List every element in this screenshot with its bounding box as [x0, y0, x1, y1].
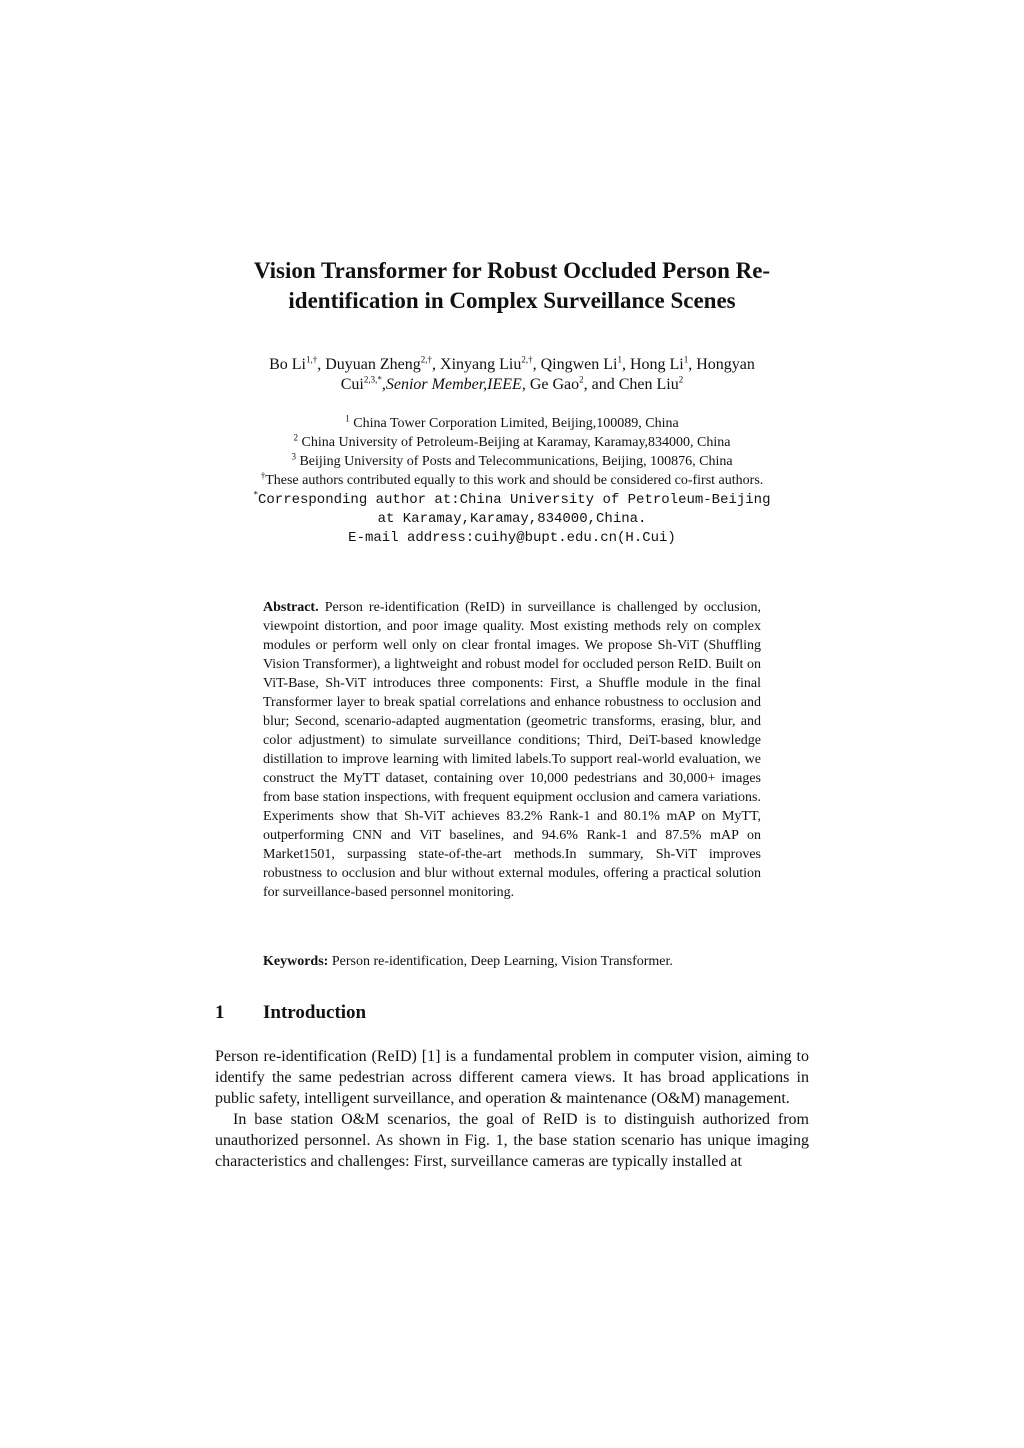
- author-name-split: Cui: [340, 376, 364, 393]
- affiliation-3: $^3$ Beijing University of Posts and Telecommunications, Beijing, 100876, China: [291, 451, 733, 469]
- author-name: Bo Li: [269, 356, 306, 373]
- author-name: Xinyang Liu: [440, 356, 522, 373]
- author-name: Chen Liu: [618, 376, 679, 393]
- equal-contribution-note: †These authors contributed equally to this work and should be considered co-first authors.: [260, 470, 764, 488]
- author-name-split: Hongyan: [696, 356, 755, 373]
- author-name: Ge Gao: [529, 376, 580, 393]
- author-affil-mark: 1,†: [305, 354, 318, 365]
- author-name: Hong Li: [629, 356, 684, 373]
- author-affil-mark: 1: [617, 354, 622, 365]
- corresponding-author-line-2: at Karamay,Karamay,834000,China.: [377, 511, 647, 527]
- authors-line-1: Bo $Li^{1,\dagger}$, Duyuan Zheng$^{2,\dagger}$, Xinyang Liu$^{2,\dagger}$, Qingwen Li$^1$, Hong Li$^1$, Hongyan: [269, 354, 755, 373]
- senior-member-note: Senior Member,IEEE: [385, 376, 522, 393]
- keywords: [263, 952, 761, 971]
- section-title: Introduction: [263, 1002, 367, 1023]
- corresponding-author-email: E-mail address:cuihy@bupt.edu.cn(H.Cui): [348, 530, 676, 546]
- author-affil-mark: 2,3,*: [363, 374, 382, 385]
- paper-title: [215, 256, 809, 316]
- title-line-2: identification in Complex Surveillance Scenes: [288, 288, 736, 313]
- author-affil-mark: 2,†: [521, 354, 533, 365]
- author-name: Duyuan Zheng: [325, 356, 421, 373]
- affiliation-1: $^1$ China Tower Corporation Limited, Beijing,100089, China: [345, 413, 679, 431]
- abstract-text: Person re-identification (ReID) in surveillance is challenged by occlusion, viewpoint distortion, and poor image quality. Most existing methods rely on complex modules or perform well only on clear frontal images. We propose Sh-ViT (Shuffling Vision Transformer), a lightweight and robust model for occluded person ReID. Built on ViT-Base, Sh-ViT introduces three components: First, a Shuffle module in the final Transformer layer to break spatial correlations and enhance robustness to occlusion and blur; Second, scenario-adapted augmentation (geometric transforms, erasing, blur, and color adjustment) to simulate surveillance conditions; Third, DeiT-based knowledge distillation to improve learning with limited labels.To support real-world evaluation, we construct the MyTT dataset, containing over 10,000 pedestrians and 30,000+ images from base station inspections, with frequent equipment occlusion and camera variations. Experiments show that Sh-ViT achieves 83.2% Rank-1 and 80.1% mAP on MyTT, outperforming CNN and ViT baselines, and 94.6% Rank-1 and 87.5% mAP on Market1501, surpassing state-of-the-art methods.In summary, Sh-ViT improves robustness to occlusion and blur without external modules, offering a practical solution for surveillance-based personnel monitoring.: [263, 600, 762, 900]
- intro-paragraph-1: Person re-identification (ReID) [1] is a fundamental problem in computer vision, aiming to identify the same pedestrian across different camera views. It has broad applications in public safety, intelligent surveillance, and operation & maintenance (O&M) management.: [215, 1048, 809, 1107]
- section-heading: [215, 1002, 366, 1024]
- authors-line-2: Cui$^{2,3,*}$,Senior Member,IEEE, Ge Gao$^2$, and Chen Liu$^2$: [340, 374, 684, 393]
- author-list: [215, 355, 809, 395]
- keywords-text: Person re-identification, Deep Learning, Vision Transformer.: [328, 954, 673, 969]
- abstract-label: Abstract.: [263, 600, 319, 615]
- intro-paragraph-2: In base station O&M scenarios, the goal of ReID is to distinguish authorized from unauthorized personnel. As shown in Fig. 1, the base station scenario has unique imaging characteristics and challenges: First, surveillance cameras are typically installed at: [215, 1111, 809, 1170]
- abstract: [263, 598, 761, 902]
- title-line-1: Vision Transformer for Robust Occluded Person Re-: [253, 258, 771, 283]
- section-number: 1: [215, 1002, 225, 1023]
- author-affil-mark: 1: [683, 354, 689, 365]
- author-affil-mark: 2: [579, 374, 584, 385]
- author-affil-mark: 2: [678, 374, 684, 385]
- keywords-label: Keywords:: [263, 954, 329, 969]
- author-affil-mark: 2,†: [420, 354, 433, 365]
- affiliations: [150, 414, 874, 548]
- corresponding-author-line-1: *Corresponding author at:China University of Petroleum-Beijing: [253, 489, 771, 508]
- author-name: Qingwen Li: [540, 356, 618, 373]
- affiliation-2: $^2$ China University of Petroleum-Beijing at Karamay, Karamay,834000, China: [293, 432, 731, 450]
- introduction-body: [215, 1046, 809, 1172]
